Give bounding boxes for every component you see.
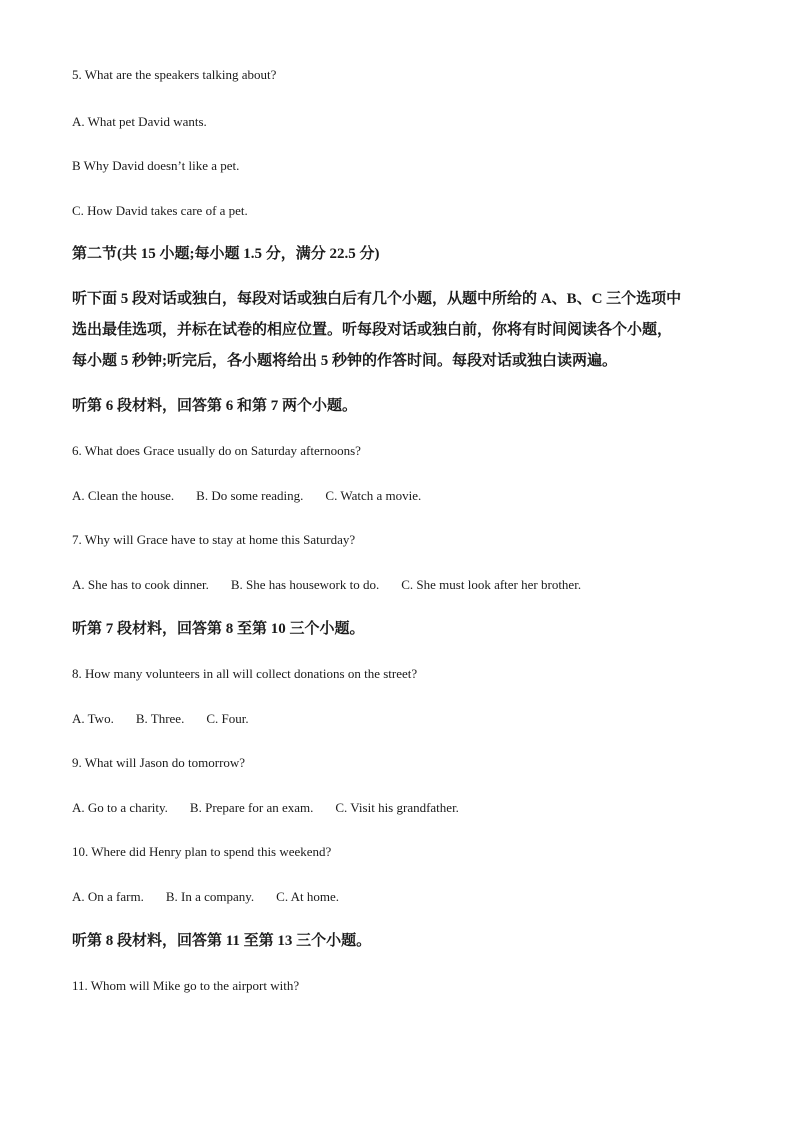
question-10: 10. Where did Henry plan to spend this weekend? bbox=[72, 844, 332, 859]
section-2-instructions-line-1: 听下面 5 段对话或独白，每段对话或独白后有几个小题，从题中所给的 A、B、C 三个选项中 bbox=[72, 291, 682, 307]
question-8-option-a: A. Two. bbox=[72, 711, 114, 726]
question-10-option-b: B. In a company. bbox=[165, 889, 255, 904]
question-5-option-a: A. What pet David wants. bbox=[72, 114, 207, 129]
question-7-option-b: B. She has housework to do. bbox=[230, 577, 380, 592]
question-9-option-c: C. Visit his grandfather. bbox=[335, 800, 459, 815]
material-7-heading: 听第 7 段材料，回答第 8 至第 10 三个小题。 bbox=[72, 621, 365, 637]
material-8-heading: 听第 8 段材料，回答第 11 至第 13 三个小题。 bbox=[72, 933, 372, 949]
question-7-option-a: A. She has to cook dinner. bbox=[72, 577, 209, 592]
question-6-option-c: C. Watch a movie. bbox=[325, 488, 422, 503]
question-8-option-b: B. Three. bbox=[135, 711, 185, 726]
question-9-option-b: B. Prepare for an exam. bbox=[189, 800, 314, 815]
question-5-option-b: B Why David doesn’t like a pet. bbox=[72, 158, 240, 173]
question-9: 9. What will Jason do tomorrow? bbox=[72, 755, 246, 770]
question-8: 8. How many volunteers in all will collect donations on the street? bbox=[72, 666, 418, 681]
question-7: 7. Why will Grace have to stay at home this Saturday? bbox=[72, 532, 356, 547]
question-10-option-c: C. At home. bbox=[276, 889, 340, 904]
section-2-instructions-line-2: 选出最佳选项，并标在试卷的相应位置。听每段对话或独白前，你将有时间阅读各个小题， bbox=[72, 322, 673, 338]
question-6: 6. What does Grace usually do on Saturday afternoons? bbox=[72, 443, 361, 458]
question-9-options bbox=[72, 799, 459, 817]
question-5-option-c: C. How David takes care of a pet. bbox=[72, 203, 248, 218]
question-8-options bbox=[72, 710, 249, 728]
question-7-option-c: C. She must look after her brother. bbox=[401, 577, 582, 592]
question-6-option-a: A. Clean the house. bbox=[72, 488, 175, 503]
question-10-options bbox=[72, 888, 339, 906]
section-2-title: 第二节(共 15 小题;每小题 1.5 分，满分 22.5 分) bbox=[72, 246, 380, 262]
question-10-option-a: A. On a farm. bbox=[72, 889, 144, 904]
question-7-options bbox=[72, 576, 581, 594]
question-5: 5. What are the speakers talking about? bbox=[72, 67, 277, 82]
question-8-option-c: C. Four. bbox=[206, 711, 249, 726]
section-2-instructions-line-3: 每小题 5 秒钟;听完后，各小题将给出 5 秒钟的作答时间。每段对话或独白读两遍。 bbox=[72, 353, 617, 369]
material-6-heading: 听第 6 段材料，回答第 6 和第 7 两个小题。 bbox=[72, 398, 358, 414]
question-6-options bbox=[72, 487, 421, 505]
question-11: 11. Whom will Mike go to the airport with? bbox=[72, 978, 300, 993]
question-9-option-a: A. Go to a charity. bbox=[72, 800, 168, 815]
question-6-option-b: B. Do some reading. bbox=[196, 488, 304, 503]
